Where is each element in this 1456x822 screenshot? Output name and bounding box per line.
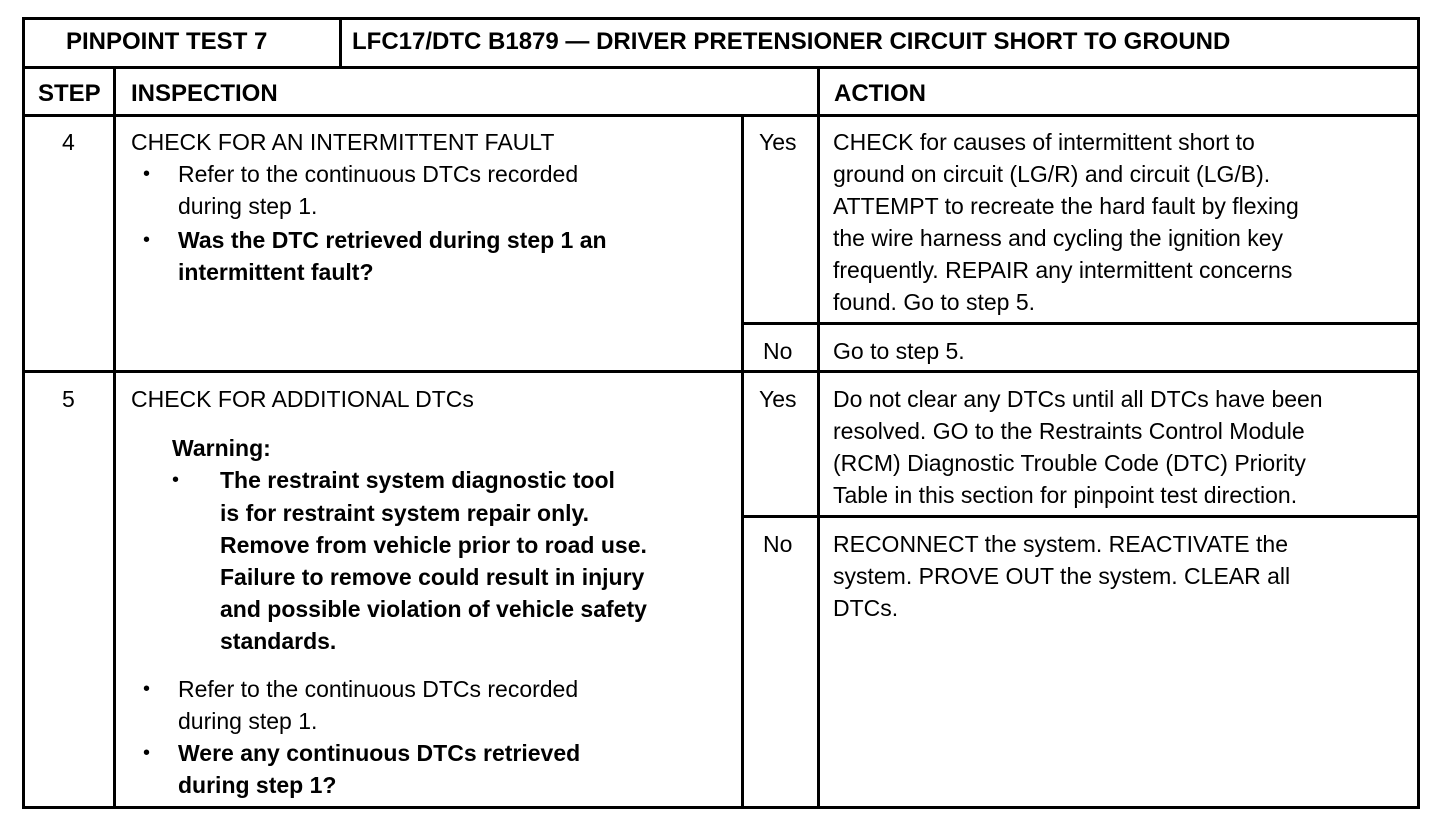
divider-step-col [113,66,116,809]
step-title: CHECK FOR AN INTERMITTENT FAULT [131,129,555,155]
question-line: Was the DTC retrieved during step 1 an [178,227,607,253]
instruction-line: Refer to the continuous DTCs recorded [178,161,579,187]
warning-line: standards. [220,628,337,654]
bullet-glyph: • [143,163,151,185]
bullet-glyph: • [143,742,151,764]
step-number: 4 [62,129,75,155]
warning-line: The restraint system diagnostic tool [220,467,615,493]
action-line: (RCM) Diagnostic Trouble Code (DTC) Priority [833,450,1306,476]
action-line: ATTEMPT to recreate the hard fault by flexing [833,193,1299,219]
divider-header [22,66,1420,69]
column-step: STEP [38,80,101,107]
bullet-glyph: • [143,678,151,700]
answer-yes-label: Yes [759,386,797,412]
action-line: Do not clear any DTCs until all DTCs have been [833,386,1323,412]
answer-no-label: No [763,338,793,364]
action-line: CHECK for causes of intermittent short to [833,129,1255,155]
action-line: DTCs. [833,595,899,621]
column-action: ACTION [834,80,926,107]
bullet-glyph: • [172,469,180,491]
warning-line: Remove from vehicle prior to road use. [220,532,647,558]
warning-line: and possible violation of vehicle safety [220,596,647,622]
warning-line: is for restraint system repair only. [220,500,589,526]
answer-no-label: No [763,531,793,557]
action-line: found. Go to step 5. [833,289,1036,315]
divider-title-col [339,17,342,68]
divider-step4-step5 [22,370,1420,373]
answer-yes-label: Yes [759,129,797,155]
instruction-line: during step 1. [178,708,318,734]
warning-label: Warning: [172,435,271,461]
divider-step4-yes-no [741,322,1420,325]
action-line: ground on circuit (LG/R) and circuit (LG/B). [833,161,1271,187]
test-title: LFC17/DTC B1879 — DRIVER PRETENSIONER CIRCUIT SHORT TO GROUND [352,28,1231,55]
divider-answer-col [741,114,744,809]
bullet-glyph: • [143,229,151,251]
instruction-line: Refer to the continuous DTCs recorded [178,676,579,702]
instruction-line: during step 1. [178,193,318,219]
column-inspection: INSPECTION [131,80,278,107]
action-line: RECONNECT the system. REACTIVATE the [833,531,1288,557]
question-line: Were any continuous DTCs retrieved [178,740,581,766]
divider-action-col [817,66,820,809]
step-number: 5 [62,386,75,412]
action-line: system. PROVE OUT the system. CLEAR all [833,563,1291,589]
test-label: PINPOINT TEST 7 [66,28,268,55]
divider-columns [22,114,1420,117]
question-line: during step 1? [178,772,337,798]
step-title: CHECK FOR ADDITIONAL DTCs [131,386,474,412]
question-line: intermittent fault? [178,259,374,285]
action-line: frequently. REPAIR any intermittent concerns [833,257,1293,283]
action-line: resolved. GO to the Restraints Control Module [833,418,1305,444]
divider-step5-yes-no [741,515,1420,518]
action-line: Table in this section for pinpoint test direction. [833,482,1298,508]
action-line: Go to step 5. [833,338,965,364]
warning-line: Failure to remove could result in injury [220,564,645,590]
action-line: the wire harness and cycling the ignition key [833,225,1284,251]
